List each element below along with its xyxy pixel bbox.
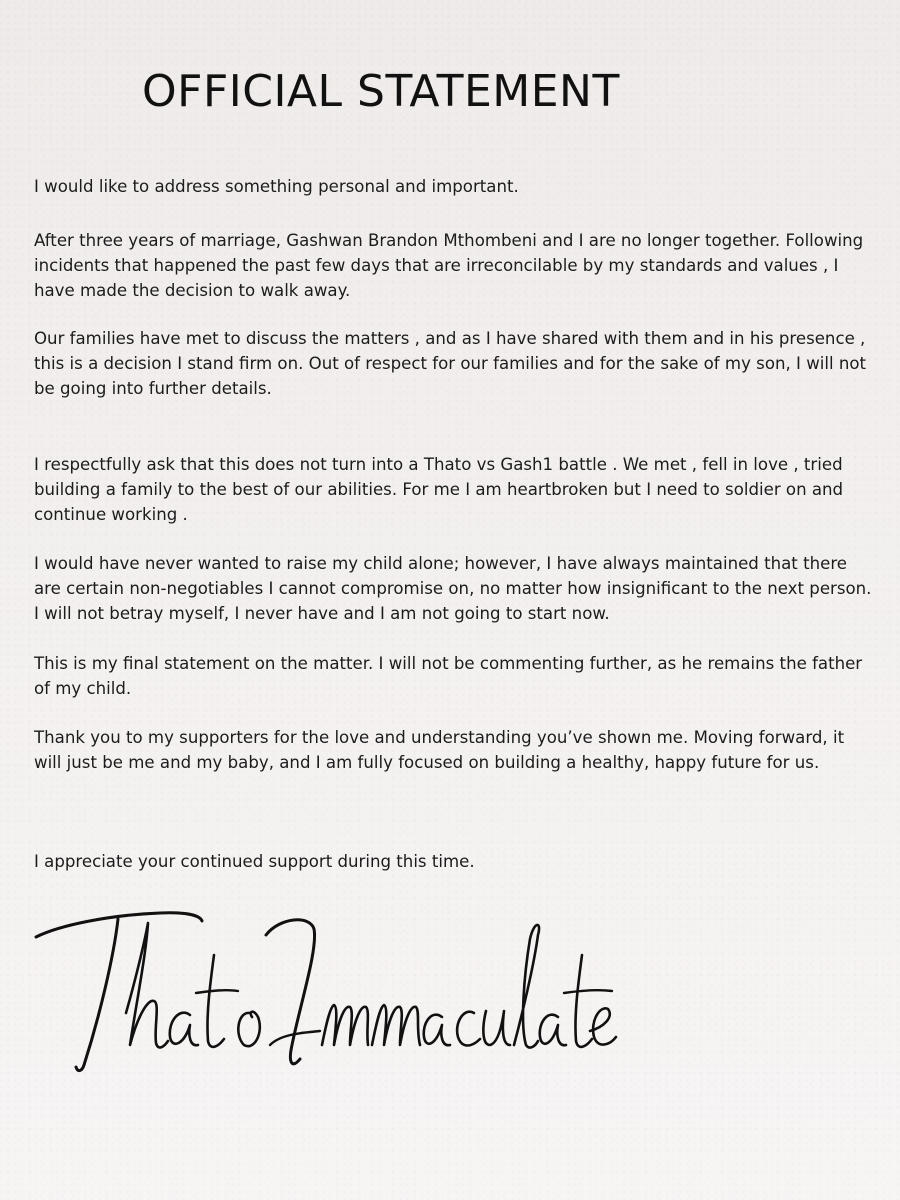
paragraph-intro: I would like to address something personal and important. [34,177,519,196]
paragraph-final-statement: This is my final statement on the matter. I will not be commenting further, as he remains the father of my child. [34,654,863,698]
paragraph-request: I respectfully ask that this does not turn into a Thato vs Gash1 battle . We met , fell in love , tried building a family to the best of our abilities. For me I am heartbroken but I need to soldier on and continue working . [34,455,844,524]
paragraph-families: Our families have met to discuss the matters , and as I have shared with them and in his presence , this is a decision I stand firm on. Out of respect for our families and for the sake of my son, I will not be going into further details. [34,329,867,398]
paragraph-non-negotiables: I would have never wanted to raise my child alone; however, I have always maintained that there are certain non-negotiables I cannot compromise on, no matter how insignificant to the next person. I will not betray myself, I never have and I am not going to start now. [34,554,872,623]
paragraph-thanks: Thank you to my supporters for the love and understanding you’ve shown me. Moving forward, it will just be me and my baby, and I am fully focused on building a healthy, happy future for us. [34,728,845,772]
page-title: OFFICIAL STATEMENT [142,66,620,117]
paragraph-appreciation: I appreciate your continued support during this time. [34,852,475,871]
signature-strokes [36,913,616,1071]
paragraph-separation: After three years of marriage, Gashwan Brandon Mthombeni and I are no longer together. Following incidents that happened the past few days that are irreconcilable by my standards and values , I have made the decision to walk away. [34,231,864,300]
handwritten-signature [30,895,620,1085]
